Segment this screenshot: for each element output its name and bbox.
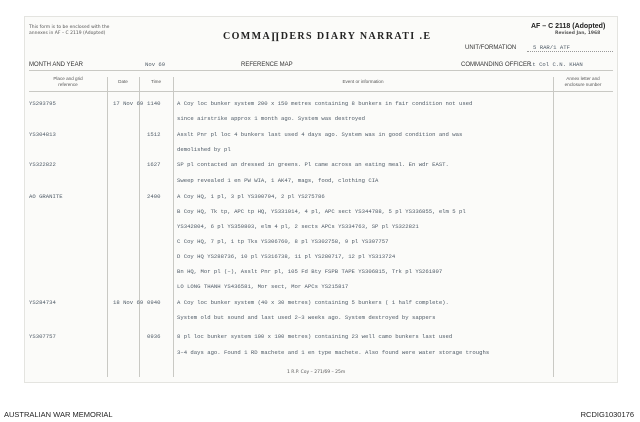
- row-event-line: A Coy loc bunker system (40 x 30 metres) containing 5 bunkers ( 1 half complete).: [177, 299, 449, 306]
- column-divider: [173, 77, 174, 377]
- row-place: YS284734: [29, 299, 56, 306]
- form-code: AF – C 2118 (Adopted): [531, 23, 606, 30]
- column-header-place: Place and grid reference: [53, 76, 83, 87]
- row-date: 17 Nov 69: [113, 100, 144, 107]
- row-place: YS307757: [29, 333, 56, 340]
- footer-record-id: RCDIG1030176: [580, 410, 634, 419]
- column-header-rule: [29, 91, 613, 92]
- row-event-line: YS342804, 6 pl YS350803, elm 4 pl, 2 sects APCs YS334763, SP pl YS322821: [177, 223, 419, 230]
- column-divider: [107, 77, 108, 377]
- row-event-line: Asslt Pnr pl loc 4 bunkers last used 4 days ago. System was in good condition and was: [177, 131, 463, 138]
- column-header-date: Date: [118, 79, 128, 84]
- row-date: 18 Nov 69: [113, 299, 144, 306]
- reference-map-label: REFERENCE MAP: [241, 62, 293, 68]
- row-event-line: Bn HQ, Mor pl (–), Asslt Pnr pl, 105 Fd Bty FSPB TAPE YS306815, Trk pl YS261807: [177, 268, 443, 275]
- column-header-time: Time: [150, 79, 162, 84]
- row-event-line: SP pl contacted an dressed in greens. Pl came across an eating meal. En wdr EAST.: [177, 161, 449, 168]
- row-event-line: C Coy HQ, 7 pl, 1 tp Tks YS306760, 8 pl YS302758, 9 pl YS307757: [177, 238, 389, 245]
- printer-imprint: 1 R.P. Coy – 271/69 – 25m: [287, 370, 346, 375]
- month-label: MONTH AND YEAR: [29, 62, 83, 68]
- row-time: 1140: [147, 100, 161, 107]
- form-note: This form is to be enclosed with the annexes in AF – C 2119 (Adopted): [29, 25, 110, 36]
- column-header-event: Event or information: [342, 79, 384, 84]
- row-time: 0936: [147, 333, 161, 340]
- footer-institution: AUSTRALIAN WAR MEMORIAL: [4, 410, 113, 419]
- row-time: 1512: [147, 131, 161, 138]
- row-time: 2400: [147, 193, 161, 200]
- row-place: AO GRANITE: [29, 193, 63, 200]
- unit-label: UNIT/FORMATION: [465, 45, 517, 51]
- row-event-line: 8 pl loc bunker system 100 x 100 metres) containing 23 well camo bunkers last used: [177, 333, 453, 340]
- row-event-line: A Coy HQ, 1 pl, 3 pl YS300794, 2 pl YS275786: [177, 193, 325, 200]
- column-header-annex: Annex letter and enclosure number: [564, 76, 602, 87]
- row-event-line: System old but sound and last used 2–3 weeks ago. System destroyed by sappers: [177, 314, 436, 321]
- row-place: YS304813: [29, 131, 56, 138]
- row-time: 0940: [147, 299, 161, 306]
- commanding-officer-value: Lt Col C.N. KHAN: [529, 61, 583, 68]
- form-title: COMMA∏DERS DIARY NARRATI .E: [223, 31, 432, 42]
- column-divider: [139, 77, 140, 377]
- form-revised: Revised Jan, 1968: [555, 31, 601, 36]
- row-event-line: D Coy HQ YS288736, 10 pl YS316738, 11 pl YS280717, 12 pl YS313724: [177, 253, 396, 260]
- row-event-line: 3–4 days ago. Found 1 RD machete and 1 en type machete. Also found were water storage troughs: [177, 349, 490, 356]
- row-place: YS322822: [29, 161, 56, 168]
- column-divider: [553, 77, 554, 377]
- month-value: Nov 69: [145, 61, 166, 68]
- diary-sheet: [24, 16, 618, 383]
- row-event-line: demolished by pl: [177, 146, 231, 153]
- commanding-officer-label: COMMANDING OFFICER: [461, 62, 532, 68]
- row-event-line: B Coy HQ, Tk tp, APC tp HQ, YS331014, 4 pl, APC sect YS344788, 5 pl YS336855, elm 5 pl: [177, 208, 466, 215]
- row-place: YS293795: [29, 100, 56, 107]
- row-time: 1627: [147, 161, 161, 168]
- row-event-line: A Coy loc bunker system 200 x 150 metres containing 8 bunkers in fair condition not used: [177, 100, 473, 107]
- row-event-line: LO LONG THANH YS436581, Mor sect, Mor APCs YS215817: [177, 283, 349, 290]
- row-event-line: since airstrike approx 1 month ago. System was destroyed: [177, 115, 365, 122]
- header-rule: [29, 70, 613, 71]
- unit-underline: [527, 51, 613, 52]
- row-event-line: Sweep revealed 1 en PW WIA, 1 AK47, mags, food, clothing CIA: [177, 177, 379, 184]
- unit-value: 5 RAR/1 ATF: [533, 44, 570, 51]
